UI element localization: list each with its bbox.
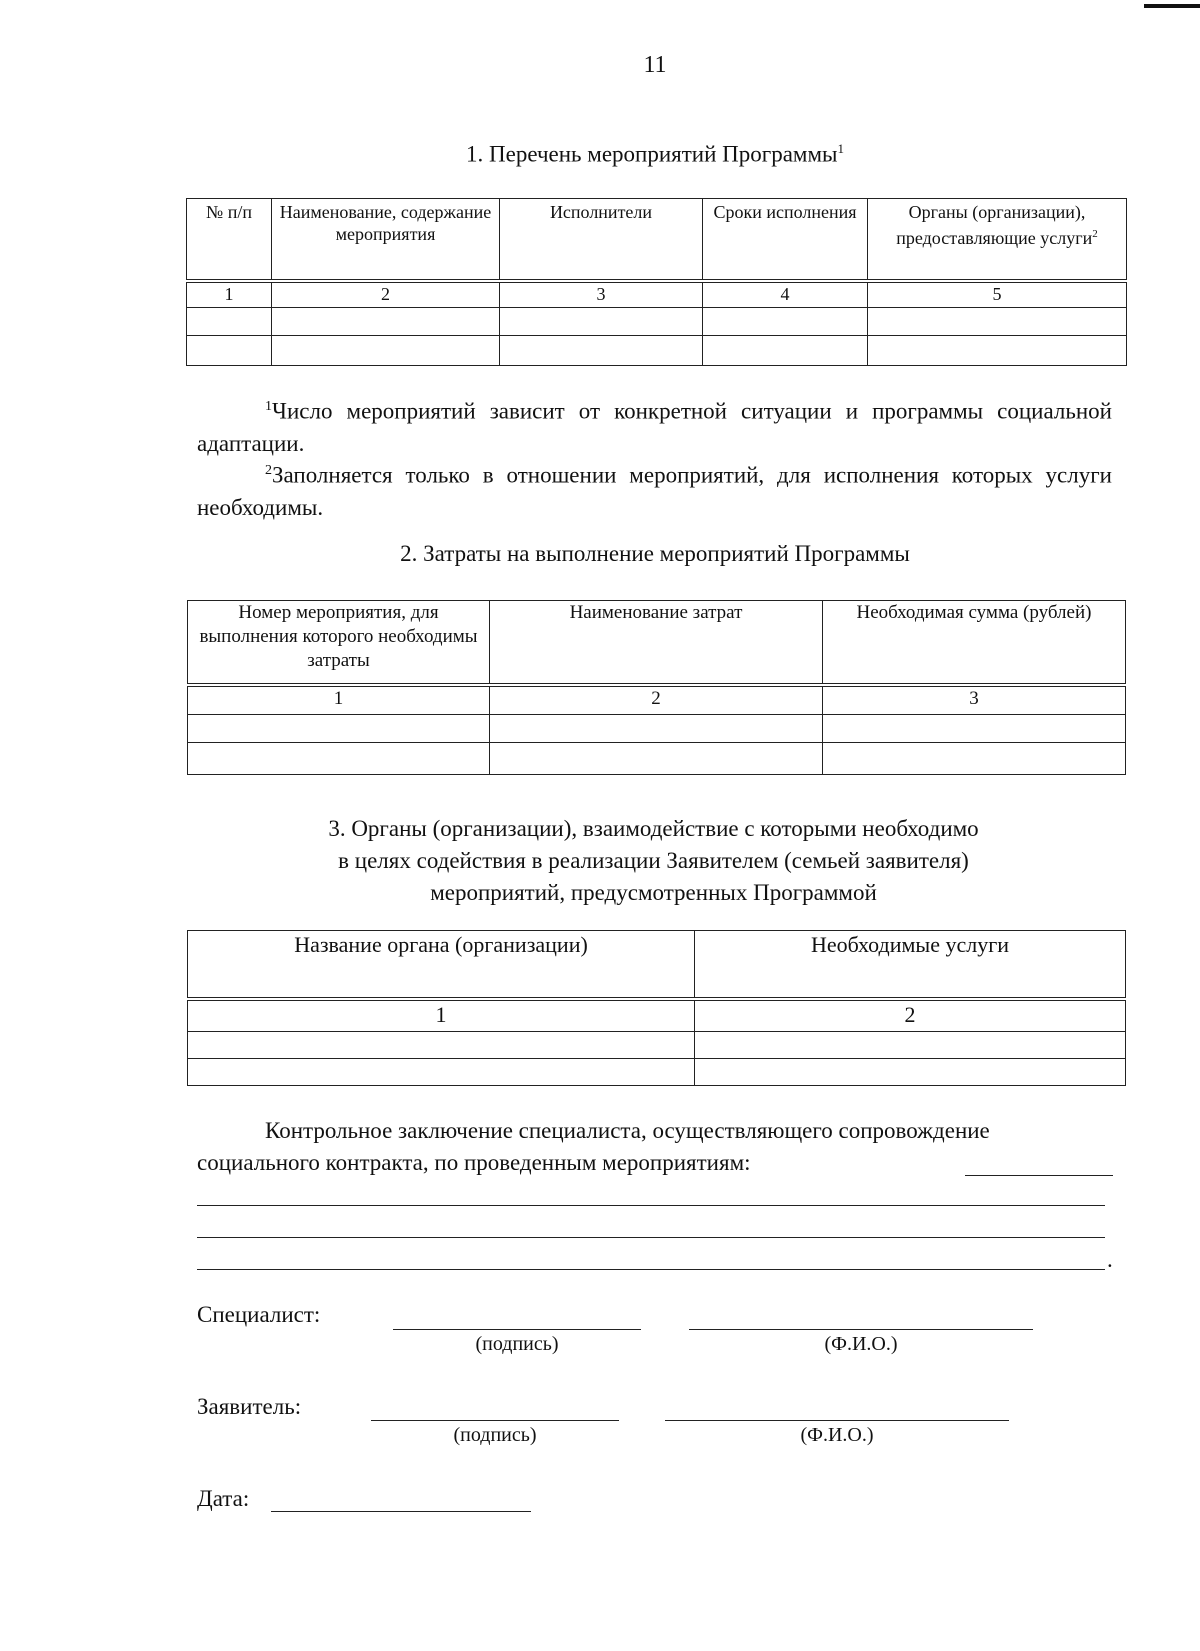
conclusion-blank-line[interactable] (197, 1269, 1105, 1270)
table-row (188, 715, 1126, 743)
footnote-2 (197, 455, 1112, 524)
table-number-row (188, 685, 1126, 715)
footnote-1-text: Число мероприятий зависит от конкретной ситуации и программы социальной адаптации. (197, 398, 1112, 456)
section1-title (0, 133, 1200, 171)
specialist-name-line[interactable] (689, 1329, 1033, 1330)
footnote-1 (197, 391, 1112, 460)
empty-cell[interactable] (823, 715, 1126, 743)
header-executors: Исполнители (500, 199, 703, 281)
table-number-row (188, 999, 1126, 1032)
header-organizations (868, 199, 1127, 281)
applicant-signature-caption: (подпись) (453, 1424, 537, 1446)
conclusion-blank-line[interactable] (197, 1237, 1105, 1238)
empty-cell[interactable] (695, 1059, 1126, 1086)
section3-title-line3: мероприятий, предусмотренных Программой (430, 880, 877, 905)
date-line[interactable] (271, 1511, 531, 1512)
activities-table (186, 198, 1127, 366)
empty-cell[interactable] (272, 308, 500, 336)
col-number-cell: 4 (703, 281, 868, 308)
section3-title-line1: 3. Органы (организации), взаимодействие с которыми необходимо (328, 816, 979, 841)
empty-cell[interactable] (188, 743, 490, 775)
empty-cell[interactable] (272, 336, 500, 366)
table-row (188, 1032, 1126, 1059)
table-row (187, 308, 1127, 336)
header-number: № п/п (187, 199, 272, 281)
header-activity-number: Номер мероприятия, для выполнения которого необходимы затраты (188, 601, 490, 685)
applicant-name-caption: (Ф.И.О.) (800, 1424, 874, 1446)
conclusion-end-mark: . (1107, 1247, 1113, 1272)
header-activity-name: Наименование, содержание мероприятия (272, 199, 500, 281)
col-number-cell: 3 (823, 685, 1126, 715)
section1-title-text: 1. Перечень мероприятий Программы (466, 141, 838, 167)
header-organ-name: Название органа (организации) (188, 931, 695, 999)
applicant-name-line[interactable] (665, 1420, 1009, 1421)
col-number-cell: 1 (187, 281, 272, 308)
empty-cell[interactable] (187, 336, 272, 366)
header-deadlines: Сроки исполнения (703, 199, 868, 281)
col-number-cell: 1 (188, 999, 695, 1032)
applicant-label: Заявитель: (197, 1394, 302, 1419)
header-organizations-footnote-mark: 2 (1092, 228, 1098, 240)
col-number-cell: 3 (500, 281, 703, 308)
empty-cell[interactable] (868, 308, 1127, 336)
conclusion-text-body: Контрольное заключение специалиста, осуществляющего сопровождение социального контракта, по проведенным мероприятиям: (197, 1118, 990, 1175)
header-organizations-text: Органы (организации), предоставляющие услуги (896, 202, 1093, 248)
specialist-name-caption: (Ф.И.О.) (824, 1333, 898, 1355)
page-number: 11 (643, 52, 667, 78)
organizations-table (187, 930, 1126, 1086)
date-label: Дата: (197, 1486, 250, 1511)
footnote-2-text: Заполняется только в отношении мероприятий, для исполнения которых услуги необходимы. (197, 462, 1112, 520)
empty-cell[interactable] (490, 715, 823, 743)
table-header-row (187, 199, 1127, 281)
section3-title-line2: в целях содействия в реализации Заявителем (семьей заявителя) (338, 848, 969, 873)
section1-title-footnote-mark: 1 (837, 141, 844, 156)
table-header-row (188, 931, 1126, 999)
specialist-signature-line[interactable] (393, 1329, 641, 1330)
table-row (188, 743, 1126, 775)
table-header-row (188, 601, 1126, 685)
table-number-row (187, 281, 1127, 308)
empty-cell[interactable] (703, 308, 868, 336)
section2-title: 2. Затраты на выполнение мероприятий Программы (400, 541, 910, 566)
empty-cell[interactable] (500, 308, 703, 336)
header-required-sum: Необходимая сумма (рублей) (823, 601, 1126, 685)
col-number-cell: 2 (490, 685, 823, 715)
conclusion-input-line[interactable] (965, 1175, 1113, 1176)
header-cost-name: Наименование затрат (490, 601, 823, 685)
empty-cell[interactable] (868, 336, 1127, 366)
applicant-signature-line[interactable] (371, 1420, 619, 1421)
col-number-cell: 5 (868, 281, 1127, 308)
empty-cell[interactable] (188, 1032, 695, 1059)
specialist-label: Специалист: (197, 1302, 321, 1327)
table-row (187, 336, 1127, 366)
col-number-cell: 2 (695, 999, 1126, 1032)
table-row (188, 1059, 1126, 1086)
footnote-2-mark: 2 (265, 463, 272, 478)
conclusion-text (197, 1115, 1112, 1179)
empty-cell[interactable] (695, 1032, 1126, 1059)
specialist-signature-caption: (подпись) (475, 1333, 559, 1355)
empty-cell[interactable] (188, 715, 490, 743)
conclusion-blank-line[interactable] (197, 1205, 1105, 1206)
costs-table (187, 600, 1126, 775)
header-required-services: Необходимые услуги (695, 931, 1126, 999)
corner-scan-mark (1144, 4, 1200, 8)
col-number-cell: 2 (272, 281, 500, 308)
col-number-cell: 1 (188, 685, 490, 715)
empty-cell[interactable] (187, 308, 272, 336)
empty-cell[interactable] (500, 336, 703, 366)
empty-cell[interactable] (490, 743, 823, 775)
empty-cell[interactable] (703, 336, 868, 366)
empty-cell[interactable] (823, 743, 1126, 775)
footnote-1-mark: 1 (265, 399, 272, 414)
empty-cell[interactable] (188, 1059, 695, 1086)
